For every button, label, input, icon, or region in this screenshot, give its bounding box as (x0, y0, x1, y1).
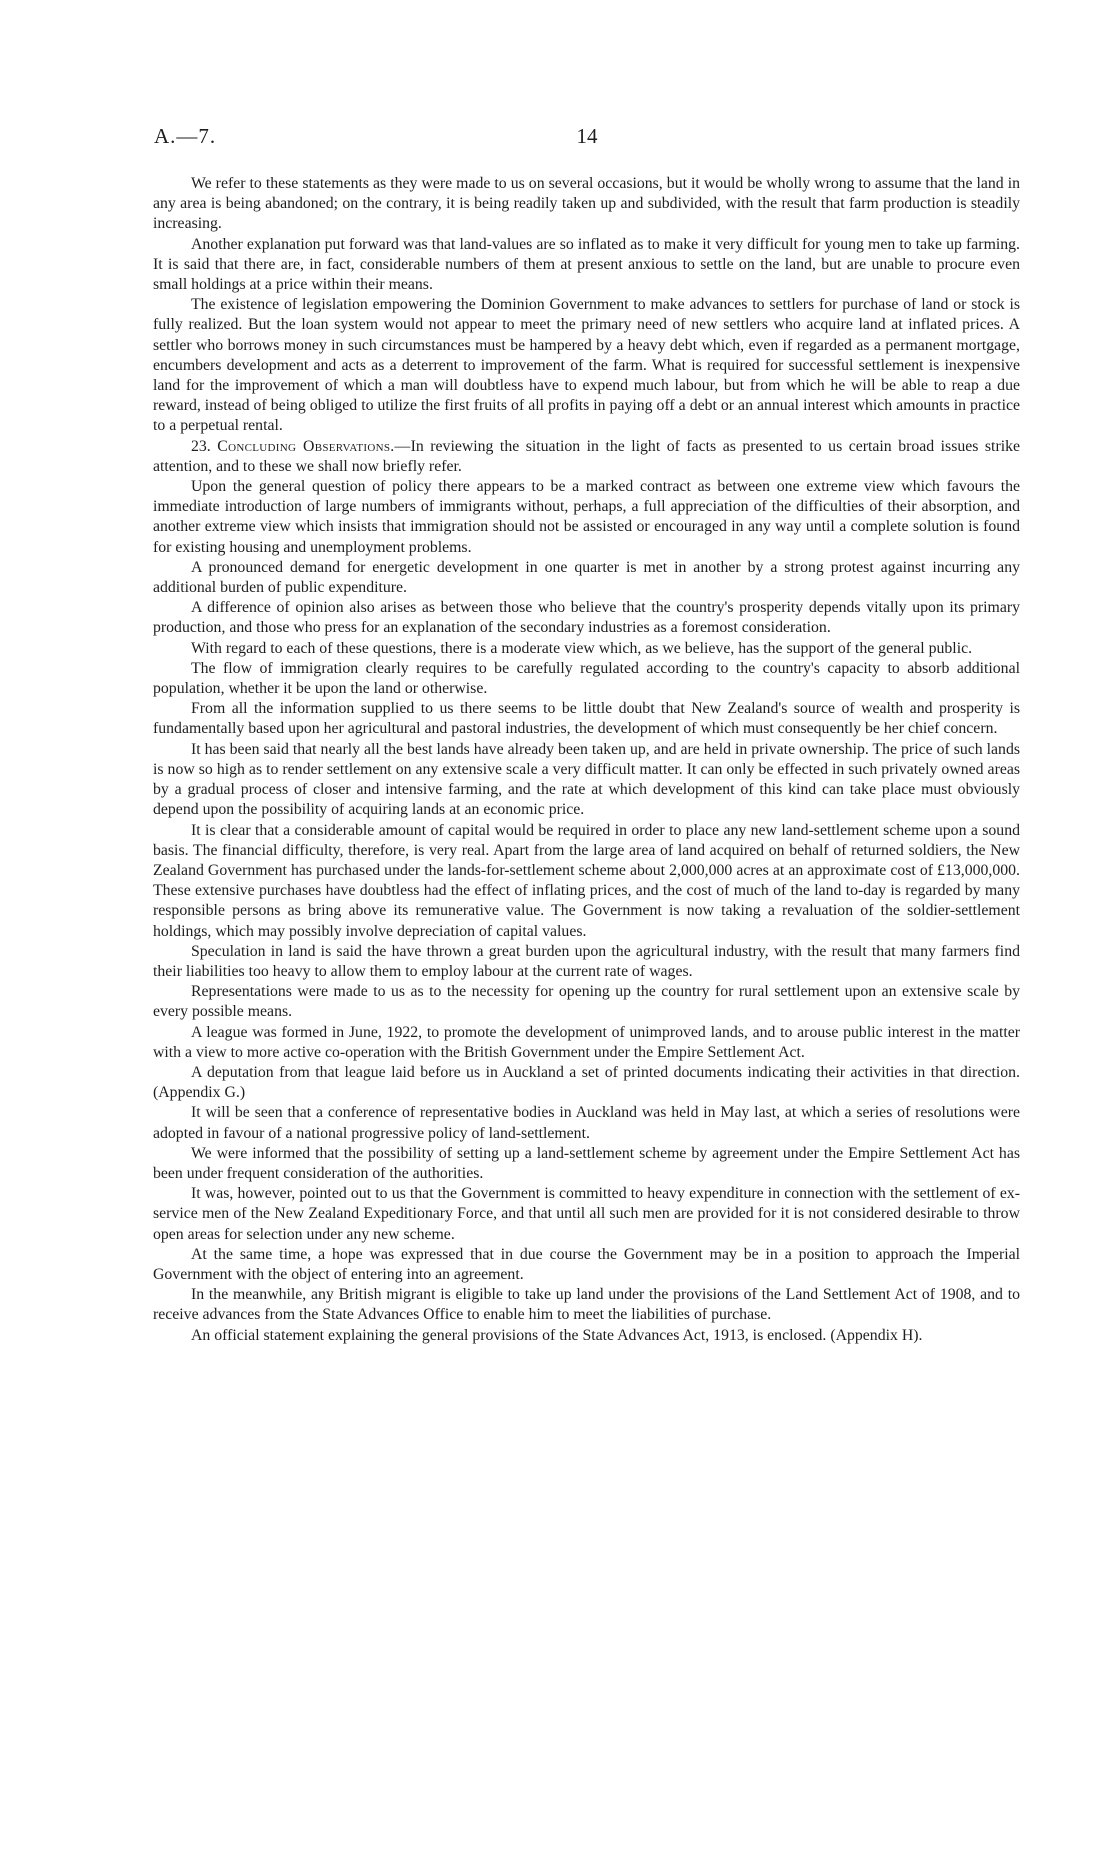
paragraph: A difference of opinion also arises as between those who believe that the country's prosperity depends vitally upon its primary production, and those who press for an explanation of the secondary industries as a foremost consideration. (153, 599, 1020, 637)
paragraph: Upon the general question of policy there appears to be a marked contract as between one extreme view which favours the immediate introduction of large numbers of immigrants without, perhaps, a full appreciation of the difficulties of their absorption, and another extreme view which insists that immigration should not be assisted or encouraged in any way until a complete solution is found for existing housing and unemployment problems. (153, 478, 1020, 556)
paragraph: Another explanation put forward was that land-values are so inflated as to make it very difficult for young men to take up farming. It is said that there are, in fact, considerable numbers of them at present anxious to settle on the land, but are unable to procure even small holdings at a price within their means. (153, 235, 1020, 294)
paragraph: A league was formed in June, 1922, to promote the development of unimproved lands, and to arouse public interest in the matter with a view to more active co-operation with the British Government under the Empire Settlement Act. (153, 1023, 1020, 1061)
paragraph: It will be seen that a conference of representative bodies in Auckland was held in May last, at which a series of resolutions were adopted in favour of a national progressive policy of land-settlement. (153, 1104, 1020, 1142)
paragraph: In the meanwhile, any British migrant is eligible to take up land under the provisions of the Land Settlement Act of 1908, and to receive advances from the State Advances Office to enable him to meet the liabilities of purchase. (153, 1286, 1020, 1324)
paragraph: It has been said that nearly all the best lands have already been taken up, and are held in private ownership. The price of such lands is now so high as to render settlement on any extensive scale a very difficult matter. It can only be effected in such privately owned areas by a gradual process of closer and intensive farming, and the rate at which development of this kind can take place must obviously depend upon the possibility of acquiring lands at an economic price. (153, 740, 1020, 819)
paragraph: An official statement explaining the general provisions of the State Advances Act, 1913, is enclosed. (Appendix H). (191, 1326, 923, 1344)
paragraph: The flow of immigration clearly requires to be carefully regulated according to the country's capacity to absorb additional population, whether it be upon the land or otherwise. (153, 659, 1020, 698)
paragraph: A pronounced demand for energetic development in one quarter is met in another by a strong protest against incurring any additional burden of public expenditure. (153, 558, 1020, 597)
body-text (153, 174, 1020, 1346)
paragraph: It is clear that a considerable amount of capital would be required in order to place any new land-settlement scheme upon a sound basis. The financial difficulty, therefore, is very real. Apart from the large area of land acquired on behalf of returned soldiers, the New Zealand Government has purchased under the lands-for-settlement scheme about 2,000,000 acres at an approximate cost of £13,000,000. These extensive purchases have doubtless had the effect of inflating prices, and the cost of much of the land to-day is regarded by many responsible persons as bring above its remunerative value. The Government is now taking a revaluation of the soldier-settlement holdings, which may possibly involve depreciation of capital values. (153, 821, 1020, 940)
document-reference: A.—7. (154, 124, 217, 148)
paragraph: We refer to these statements as they were made to us on several occasions, but it would be wholly wrong to assume that the land in any area is being abandoned; on the contrary, it is being readily taken up and subdivided, with the result that farm production is steadily increasing. (153, 175, 1020, 233)
section-number: 23. (191, 437, 211, 455)
page-number: 14 (576, 124, 598, 148)
page-header (154, 124, 1020, 154)
section-heading: Concluding Observations.— (217, 437, 411, 455)
paragraph: From all the information supplied to us there seems to be little doubt that New Zealand's source of wealth and prosperity is fundamentally based upon her agricultural and pastoral industries, the development of which must consequently be her chief concern. (153, 700, 1020, 738)
paragraph: A deputation from that league laid before us in Auckland a set of printed documents indicating their activities in that direction. (Appendix G.) (153, 1063, 1020, 1102)
paragraph: With regard to each of these questions, there is a moderate view which, as we believe, has the support of the general public. (191, 639, 973, 657)
paragraph: It was, however, pointed out to us that the Government is committed to heavy expenditure in connection with the settlement of ex-service men of the New Zealand Expeditionary Force, and that until all such men are provided for it is not considered desirable to throw open areas for selection under any new scheme. (153, 1185, 1020, 1243)
section-text: In reviewing the situation in the light of facts as presented to us certain broad issues strike attention, and to these we shall now briefly refer. (153, 437, 1020, 475)
paragraph: Speculation in land is said the have thrown a great burden upon the agricultural industry, with the result that many farmers find their liabilities too heavy to allow them to employ labour at the current rate of wages. (153, 942, 1020, 980)
paragraph: The existence of legislation empowering the Dominion Government to make advances to settlers for purchase of land or stock is fully realized. But the loan system would not appear to meet the primary need of new settlers who acquire land at inflated prices. A settler who borrows money in such circumstances must be hampered by a heavy debt which, even if regarded as a permanent mortgage, encumbers development and acts as a deterrent to improvement of the farm. What is required for successful settlement is inexpensive land for the improvement of which a man will doubtless have to expend much labour, but from which he will be able to reap a due reward, instead of being obliged to utilize the first fruits of all profits in paying off a debt or an annual interest which amounts in practice to a perpetual rental. (153, 296, 1020, 435)
section-23-paragraph (153, 437, 1020, 477)
paragraph: Representations were made to us as to the necessity for opening up the country for rural settlement upon an extensive scale by every possible means. (153, 983, 1020, 1021)
paragraph: At the same time, a hope was expressed that in due course the Government may be in a position to approach the Imperial Government with the object of entering into an agreement. (153, 1245, 1020, 1283)
paragraph: We were informed that the possibility of setting up a land-settlement scheme by agreement under the Empire Settlement Act has been under frequent consideration of the authorities. (153, 1144, 1020, 1182)
